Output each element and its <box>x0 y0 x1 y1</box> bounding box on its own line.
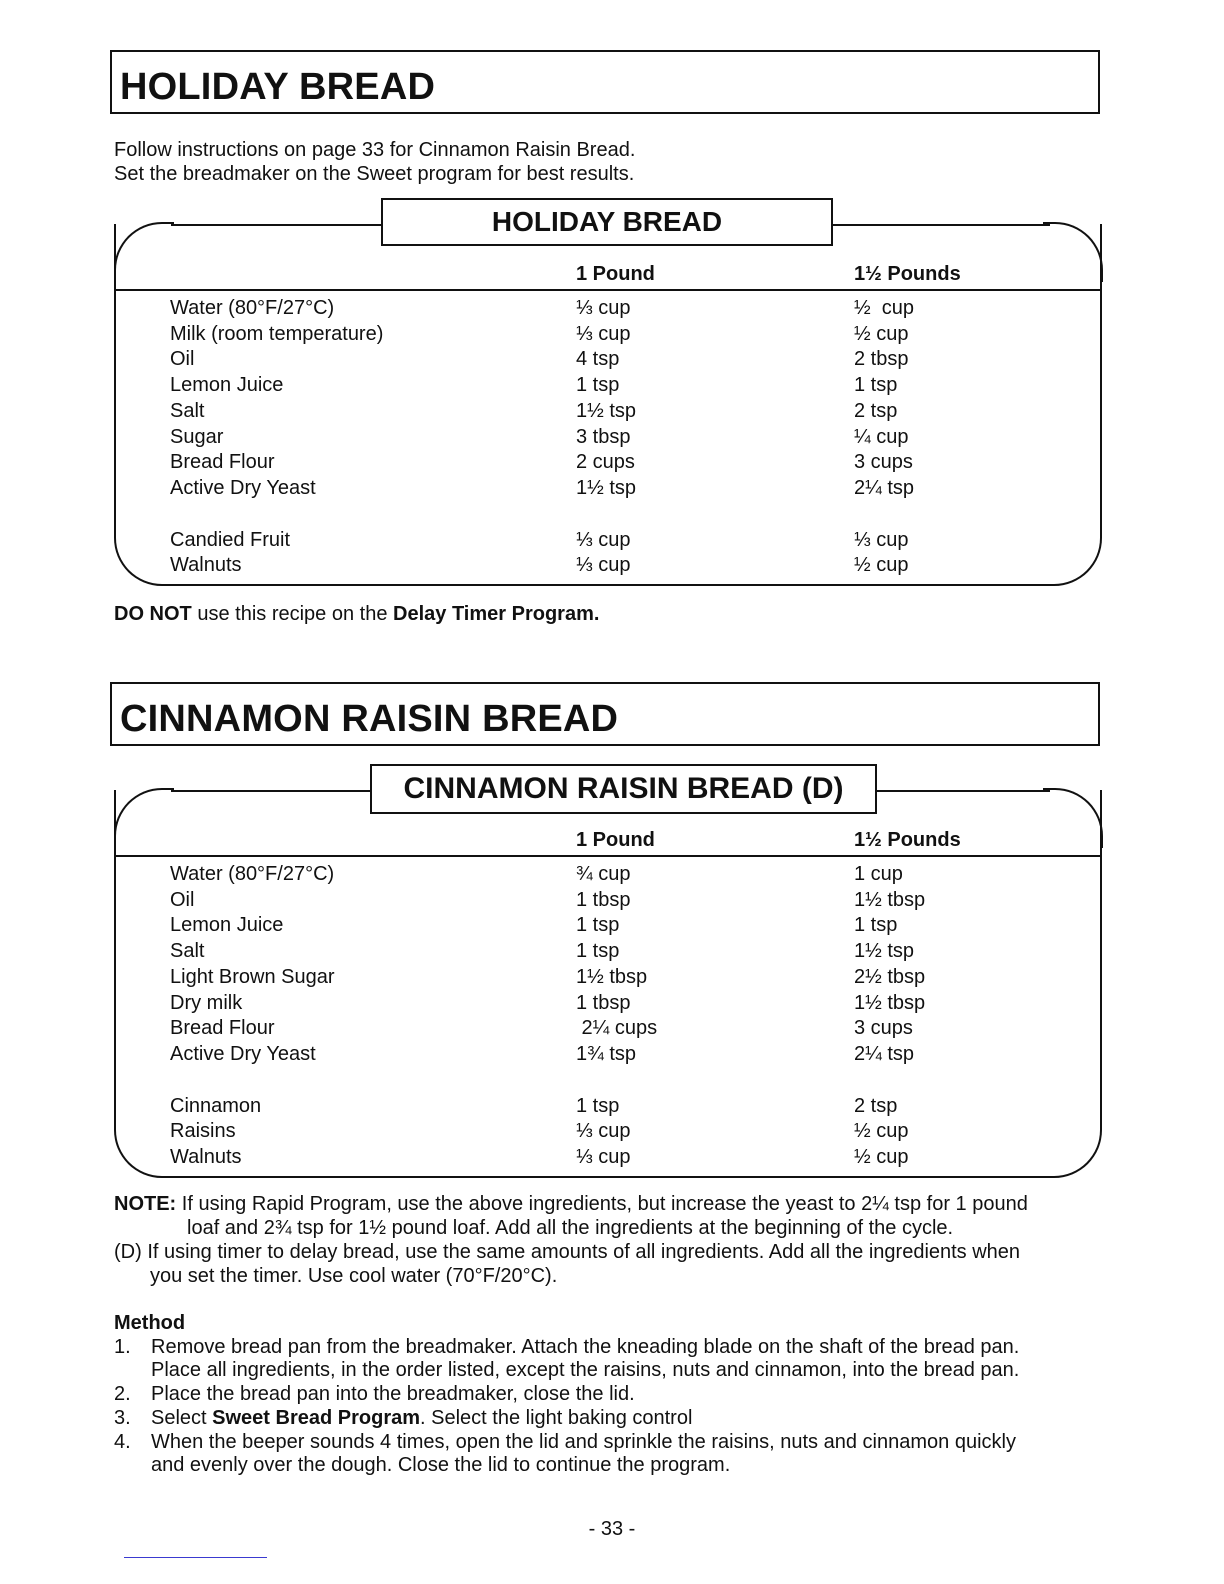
amount-1-pound: 1 tsp <box>576 914 620 936</box>
step3-pre: Select <box>151 1407 213 1429</box>
footer-rule <box>124 1557 267 1558</box>
amount-1-5-pounds: ½ cup <box>854 1120 909 1142</box>
amount-1-5-pounds: 2¼ tsp <box>854 1043 915 1065</box>
note-label: NOTE: <box>114 1193 177 1215</box>
ingredient-name: Walnuts <box>170 1146 242 1168</box>
note-line-1 <box>114 1192 1028 1216</box>
amount-1-pound: 4 tsp <box>576 348 620 370</box>
holiday-warning <box>114 603 599 626</box>
amount-1-5-pounds: 2¼ tsp <box>854 477 915 499</box>
ingredient-row <box>116 348 1100 374</box>
amount-1-pound: ⅓ cup <box>576 323 631 345</box>
amount-1-5-pounds: 1½ tsp <box>854 940 915 962</box>
amount-1-5-pounds: 1 tsp <box>854 914 898 936</box>
warning-text: use this recipe on the <box>191 603 394 625</box>
ingredient-row <box>116 477 1100 503</box>
d-note-line-2: you set the timer. Use cool water (70°F/20°C). <box>150 1265 558 1287</box>
ingredient-name: Dry milk <box>170 992 243 1014</box>
amount-1-pound: 1½ tsp <box>576 477 637 499</box>
method-title: Method <box>114 1312 186 1334</box>
ingredient-row <box>116 451 1100 477</box>
ingredient-name: Light Brown Sugar <box>170 966 335 988</box>
amount-1-5-pounds: 1 cup <box>854 863 903 885</box>
ingredient-row <box>116 966 1100 992</box>
method-step-1-line-2: Place all ingredients, in the order listed, except the raisins, nuts and cinnamon, into the bread pan. <box>151 1359 1020 1381</box>
ingredient-row <box>116 940 1100 966</box>
ingredient-row <box>116 297 1100 323</box>
amount-1-pound: ⅓ cup <box>576 1146 631 1168</box>
ingredient-row <box>116 1095 1100 1121</box>
page-number: - 33 - <box>588 1518 636 1540</box>
amount-1-5-pounds: 2 tsp <box>854 400 898 422</box>
amount-1-5-pounds: 3 cups <box>854 451 913 473</box>
amount-1-pound: ⅓ cup <box>576 554 631 576</box>
ingredient-name: Water (80°F/27°C) <box>170 863 335 885</box>
holiday-header-divider <box>116 289 1100 291</box>
note-line-2: loaf and 2¾ tsp for 1½ pound loaf. Add all the ingredients at the beginning of the cycle. <box>187 1217 954 1239</box>
ingredient-name: Lemon Juice <box>170 374 284 396</box>
holiday-title-box <box>110 50 1100 114</box>
ingredient-name: Lemon Juice <box>170 914 284 936</box>
amount-1-5-pounds: ½ cup <box>854 297 915 319</box>
amount-1-pound: 1¾ tsp <box>576 1043 637 1065</box>
method-step-3-num: 3. <box>114 1407 131 1429</box>
ingredient-row <box>116 992 1100 1018</box>
ingredient-row <box>116 863 1100 889</box>
ingredient-row <box>116 1043 1100 1069</box>
ingredient-row <box>116 1017 1100 1043</box>
ingredient-name: Oil <box>170 348 195 370</box>
ingredient-row <box>116 400 1100 426</box>
ingredient-name: Salt <box>170 940 205 962</box>
amount-1-5-pounds: 1½ tbsp <box>854 992 926 1014</box>
ingredient-name: Walnuts <box>170 554 242 576</box>
ingredient-row <box>116 554 1100 580</box>
amount-1-5-pounds: ½ cup <box>854 554 909 576</box>
holiday-table-label: HOLIDAY BREAD <box>381 198 833 246</box>
cinnamon-recipe-table <box>114 772 1102 1178</box>
ingredient-row <box>116 914 1100 940</box>
d-note-line-1: (D) If using timer to delay bread, use the same amounts of all ingredients. Add all the ingredients when <box>114 1241 1021 1263</box>
warning-program: Delay Timer Program. <box>393 603 600 625</box>
amount-1-pound: 1 tsp <box>576 1095 620 1117</box>
ingredient-name: Bread Flour <box>170 1017 275 1039</box>
ingredient-row <box>116 889 1100 915</box>
ingredient-name: Milk (room temperature) <box>170 323 384 345</box>
amount-1-pound: 1½ tbsp <box>576 966 648 988</box>
amount-1-5-pounds: ½ cup <box>854 1146 909 1168</box>
ingredient-name: Cinnamon <box>170 1095 262 1117</box>
amount-1-pound: 1 tbsp <box>576 889 631 911</box>
holiday-recipe-table <box>114 206 1102 586</box>
step3-post: . Select the light baking control <box>420 1407 693 1429</box>
step3-program: Sweet Bread Program <box>212 1407 421 1429</box>
ingredient-name: Oil <box>170 889 195 911</box>
cinnamon-col-1-5-pounds: 1½ Pounds <box>854 829 961 851</box>
holiday-col-1-pound: 1 Pound <box>576 263 655 285</box>
holiday-col-1-5-pounds: 1½ Pounds <box>854 263 961 285</box>
amount-1-pound: ⅓ cup <box>576 529 631 551</box>
ingredient-name: Bread Flour <box>170 451 275 473</box>
amount-1-5-pounds: 1½ tbsp <box>854 889 926 911</box>
cinnamon-header-divider <box>116 855 1100 857</box>
amount-1-pound: 2 cups <box>576 451 635 473</box>
ingredient-row <box>116 323 1100 349</box>
method-step-4-line-2: and evenly over the dough. Close the lid to continue the program. <box>151 1454 731 1476</box>
ingredient-name: Active Dry Yeast <box>170 1043 316 1065</box>
ingredient-name: Sugar <box>170 426 224 448</box>
ingredient-name: Water (80°F/27°C) <box>170 297 335 319</box>
method-step-4-line-1: When the beeper sounds 4 times, open the lid and sprinkle the raisins, nuts and cinnamon quickly <box>151 1431 1016 1453</box>
amount-1-pound: 2¼ cups <box>576 1017 658 1039</box>
amount-1-5-pounds: 1 tsp <box>854 374 898 396</box>
amount-1-pound: 3 tbsp <box>576 426 631 448</box>
ingredient-name: Active Dry Yeast <box>170 477 316 499</box>
amount-1-5-pounds: ⅓ cup <box>854 529 909 551</box>
cinnamon-col-1-pound: 1 Pound <box>576 829 655 851</box>
cinnamon-title: CINNAMON RAISIN BREAD <box>120 698 619 740</box>
method-step-1-line-1: Remove bread pan from the breadmaker. Attach the kneading blade on the shaft of the bread pan. <box>151 1336 1020 1358</box>
method-step-3 <box>151 1406 692 1430</box>
amount-1-5-pounds: 2 tbsp <box>854 348 909 370</box>
amount-1-pound: 1 tbsp <box>576 992 631 1014</box>
amount-1-pound: 1 tsp <box>576 940 620 962</box>
ingredient-name: Candied Fruit <box>170 529 291 551</box>
method-step-2-num: 2. <box>114 1383 131 1405</box>
amount-1-pound: 1 tsp <box>576 374 620 396</box>
ingredient-row <box>116 1120 1100 1146</box>
amount-1-pound: 1½ tsp <box>576 400 637 422</box>
note-text-1: If using Rapid Program, use the above ingredients, but increase the yeast to 2¼ tsp for 1 pound <box>176 1193 1028 1215</box>
warning-do-not: DO NOT <box>114 603 192 625</box>
cinnamon-title-box <box>110 682 1100 746</box>
amount-1-5-pounds: 3 cups <box>854 1017 913 1039</box>
amount-1-pound: ¾ cup <box>576 863 631 885</box>
amount-1-5-pounds: 2½ tbsp <box>854 966 926 988</box>
amount-1-pound: ⅓ cup <box>576 1120 631 1142</box>
holiday-intro-2: Set the breadmaker on the Sweet program for best results. <box>114 163 635 185</box>
ingredient-row <box>116 426 1100 452</box>
ingredient-row <box>116 374 1100 400</box>
holiday-title: HOLIDAY BREAD <box>120 66 436 108</box>
amount-1-pound: ⅓ cup <box>576 297 631 319</box>
amount-1-5-pounds: 2 tsp <box>854 1095 898 1117</box>
ingredient-row <box>116 1146 1100 1172</box>
amount-1-5-pounds: ¼ cup <box>854 426 909 448</box>
method-step-4-num: 4. <box>114 1431 131 1453</box>
ingredient-name: Salt <box>170 400 205 422</box>
method-step-1-num: 1. <box>114 1336 131 1358</box>
holiday-intro-1: Follow instructions on page 33 for Cinnamon Raisin Bread. <box>114 139 636 161</box>
method-step-2-line-1: Place the bread pan into the breadmaker, close the lid. <box>151 1383 635 1405</box>
amount-1-5-pounds: ½ cup <box>854 323 909 345</box>
ingredient-name: Raisins <box>170 1120 236 1142</box>
ingredient-row <box>116 529 1100 555</box>
cinnamon-table-label: CINNAMON RAISIN BREAD (D) <box>370 764 877 814</box>
